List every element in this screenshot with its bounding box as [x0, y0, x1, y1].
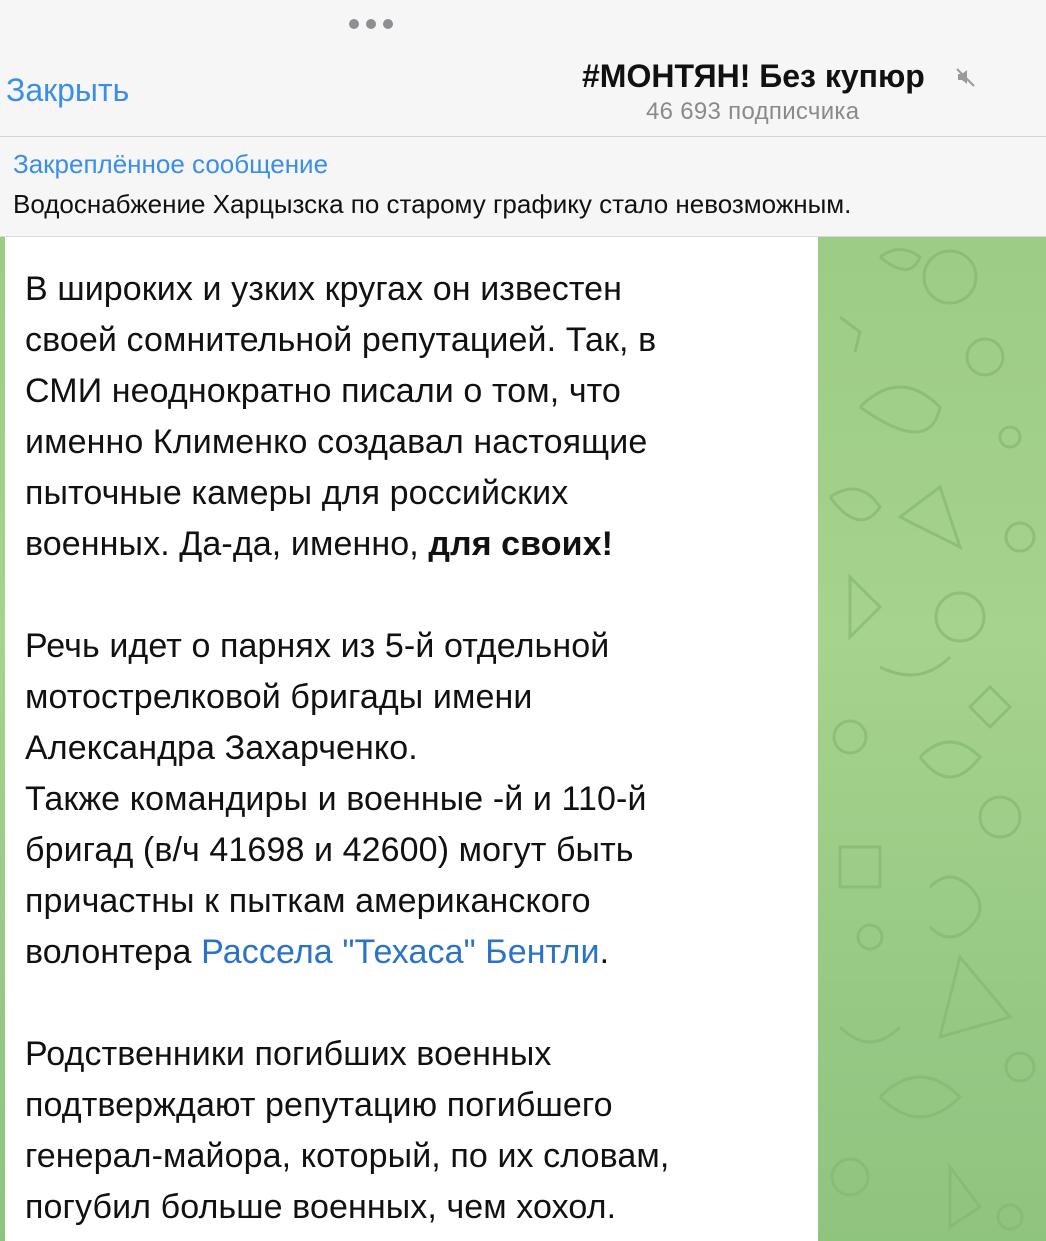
more-dots-icon[interactable]: [349, 18, 393, 30]
pinned-message-text: Водоснабжение Харцызска по старому графику стало невозможным.: [13, 189, 852, 219]
subscriber-count: 46 693 подписчика: [646, 98, 860, 125]
message-line: пыточные камеры для российских: [25, 474, 569, 512]
channel-title[interactable]: #МОНТЯН! Без купюр: [582, 58, 925, 94]
message-line: подтверждают репутацию погибшего: [25, 1086, 613, 1124]
message-line: В широких и узких кругах он известен: [25, 270, 623, 308]
message-text-segment: военных. Да-да, именно,: [25, 525, 429, 563]
message-text-segment: волонтера: [25, 933, 202, 971]
message-line: Родственники погибших военных: [25, 1035, 552, 1073]
message-line: [25, 927, 805, 978]
message-line: Речь идет о парнях из 5-й отдельной: [25, 627, 610, 665]
message-line: мотострелковой бригады имени: [25, 678, 533, 716]
message-line: бригад (в/ч 41698 и 42600) могут быть: [25, 831, 634, 869]
message-line: Александра Захарченко.: [25, 729, 418, 767]
message-line: генерал-майора, который, по их словам,: [25, 1137, 670, 1175]
message-line: СМИ неоднократно писали о том, что: [25, 372, 621, 410]
message-line: своей сомнительной репутацией. Так, в: [25, 321, 657, 359]
pinned-message-title: Закреплённое сообщение: [13, 149, 329, 179]
message-line: причастны к пыткам американского: [25, 882, 591, 920]
message-text: [25, 264, 805, 1233]
chat-header: [0, 0, 1046, 137]
close-button[interactable]: Закрыть: [6, 72, 130, 108]
message-line: [25, 519, 805, 570]
bentley-link[interactable]: Рассела "Техаса" Бентли: [201, 933, 600, 971]
bold-emphasis: для своих!: [428, 525, 614, 563]
message-line: Также командиры и военные -й и 110-й: [25, 780, 647, 818]
message-line: именно Клименко создавал настоящие: [25, 423, 648, 461]
muted-speaker-icon: [955, 66, 977, 88]
pinned-message-bar[interactable]: [0, 137, 1046, 237]
message-line: погубил больше военных, чем хохол.: [25, 1188, 617, 1226]
message-text-segment: .: [599, 933, 610, 971]
